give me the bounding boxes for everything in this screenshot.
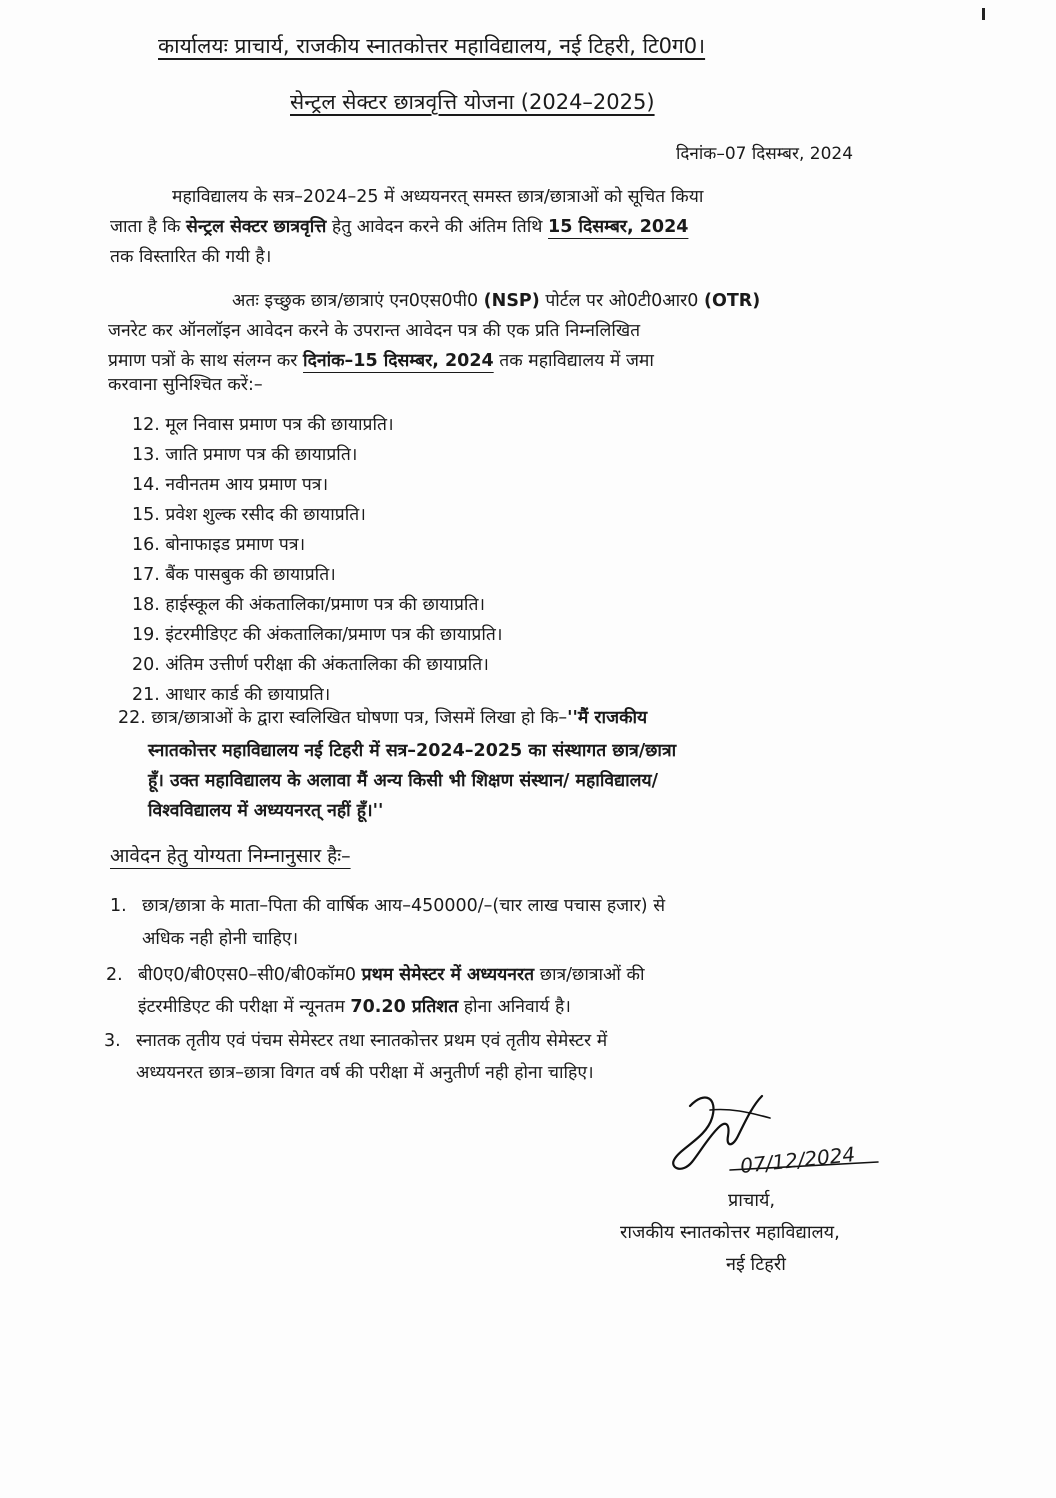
- eligibility-1-line2: अधिक नही होनी चाहिए।: [142, 929, 299, 949]
- signature-date: 07/12/2024: [739, 1142, 857, 1178]
- eligibility-number: 1.: [110, 896, 127, 916]
- list-item: 14. नवीनतम आय प्रमाण पत्र।: [132, 475, 329, 495]
- list-item: 20. अंतिम उत्तीर्ण परीक्षा की अंकतालिका की छायाप्रति।: [132, 655, 489, 675]
- eligibility-number: 3.: [104, 1031, 121, 1051]
- para1-line1: महाविद्यालय के सत्र–2024–25 में अध्ययनरत् समस्त छात्र/छात्राओं को सूचित किया: [172, 187, 704, 207]
- list-item: 19. इंटरमीडिएट की अंकतालिका/प्रमाण पत्र की छायाप्रति।: [132, 625, 503, 645]
- eligibility-heading: आवेदन हेतु योग्यता निम्नानुसार हैः–: [110, 845, 351, 867]
- documents-list: [132, 410, 502, 710]
- eligibility-2-line1: बी0ए0/बी0एस0–सी0/बी0कॉम0 प्रथम सेमेस्टर में अध्ययनरत छात्र/छात्राओं की: [138, 965, 645, 985]
- list-item: 16. बोनाफाइड प्रमाण पत्र।: [132, 535, 306, 555]
- submission-date: दिनांक–15 दिसम्बर, 2024: [303, 351, 494, 371]
- scheme-name: सेन्ट्रल सेक्टर छात्रवृत्ति: [185, 217, 327, 237]
- declaration-line2: स्नातकोत्तर महाविद्यालय नई टिहरी में सत्र–2024–2025 का संस्थागत छात्र/छात्रा: [148, 741, 677, 761]
- last-date: 15 दिसम्बर, 2024: [548, 217, 689, 237]
- signatory-place: नई टिहरी: [726, 1254, 786, 1275]
- office-heading: कार्यालयः प्राचार्य, राजकीय स्नातकोत्तर महाविद्यालय, नई टिहरी, टि0ग0।: [158, 34, 706, 58]
- list-item: 13. जाति प्रमाण पत्र की छायाप्रति।: [132, 445, 358, 465]
- eligibility-1-line1: छात्र/छात्रा के माता–पिता की वार्षिक आय–450000/–(चार लाख पचास हजार) से: [142, 896, 666, 916]
- eligibility-2-line2: इंटरमीडिएट की परीक्षा में न्यूनतम 70.20 प्रतिशत होना अनिवार्य है।: [138, 997, 571, 1017]
- para1-line2: जाता है कि सेन्ट्रल सेक्टर छात्रवृत्ति हेतु आवेदन करने की अंतिम तिथि 15 दिसम्बर, 2024: [110, 217, 689, 237]
- notice-date: दिनांक–07 दिसम्बर, 2024: [676, 144, 854, 164]
- list-item: 15. प्रवेश शुल्क रसीद की छायाप्रति।: [132, 505, 366, 525]
- declaration-line1: 22. छात्र/छात्राओं के द्वारा स्वलिखित घोषणा पत्र, जिसमें लिखा हो कि–''मैं राजकीय: [118, 708, 648, 728]
- para2-line3: प्रमाण पत्रों के साथ संलग्न कर दिनांक–15 दिसम्बर, 2024 तक महाविद्यालय में जमा: [108, 351, 654, 371]
- list-item: 12. मूल निवास प्रमाण पत्र की छायाप्रति।: [132, 415, 394, 435]
- para2-line2: जनरेट कर ऑनलॉइन आवेदन करने के उपरान्त आवेदन पत्र की एक प्रति निम्नलिखित: [108, 321, 641, 341]
- scan-mark: [982, 8, 985, 20]
- eligibility-3-line1: स्नातक तृतीय एवं पंचम सेमेस्टर तथा स्नातकोत्तर प्रथम एवं तृतीय सेमेस्टर में: [136, 1031, 608, 1051]
- signatory-college: राजकीय स्नातकोत्तर महाविद्यालय,: [620, 1222, 840, 1243]
- declaration-line3: हूँ। उक्त महाविद्यालय के अलावा मैं अन्य किसी भी शिक्षण संस्थान/ महाविद्यालय/: [148, 771, 659, 791]
- para1-line3: तक विस्तारित की गयी है।: [110, 247, 272, 267]
- para2-line4: करवाना सुनिश्चित करें:–: [108, 375, 263, 395]
- list-item: 17. बैंक पासबुक की छायाप्रति।: [132, 565, 336, 585]
- list-item: 18. हाईस्कूल की अंकतालिका/प्रमाण पत्र की छायाप्रति।: [132, 595, 486, 615]
- eligibility-number: 2.: [106, 965, 123, 985]
- scheme-title: सेन्ट्रल सेक्टर छात्रवृत्ति योजना (2024–2025): [290, 90, 655, 114]
- eligibility-3-line2: अध्ययनरत छात्र–छात्रा विगत वर्ष की परीक्षा में अनुतीर्ण नही होना चाहिए।: [136, 1063, 594, 1083]
- para2-line1: अतः इच्छुक छात्र/छात्राएं एन0एस0पी0 (NSP) पोर्टल पर ओ0टी0आर0 (OTR): [232, 291, 761, 311]
- declaration-line4: विश्वविद्यालय में अध्ययनरत् नहीं हूँ।'': [148, 801, 384, 821]
- list-item: 21. आधार कार्ड की छायाप्रति।: [132, 685, 331, 705]
- signatory-title: प्राचार्य,: [728, 1190, 776, 1211]
